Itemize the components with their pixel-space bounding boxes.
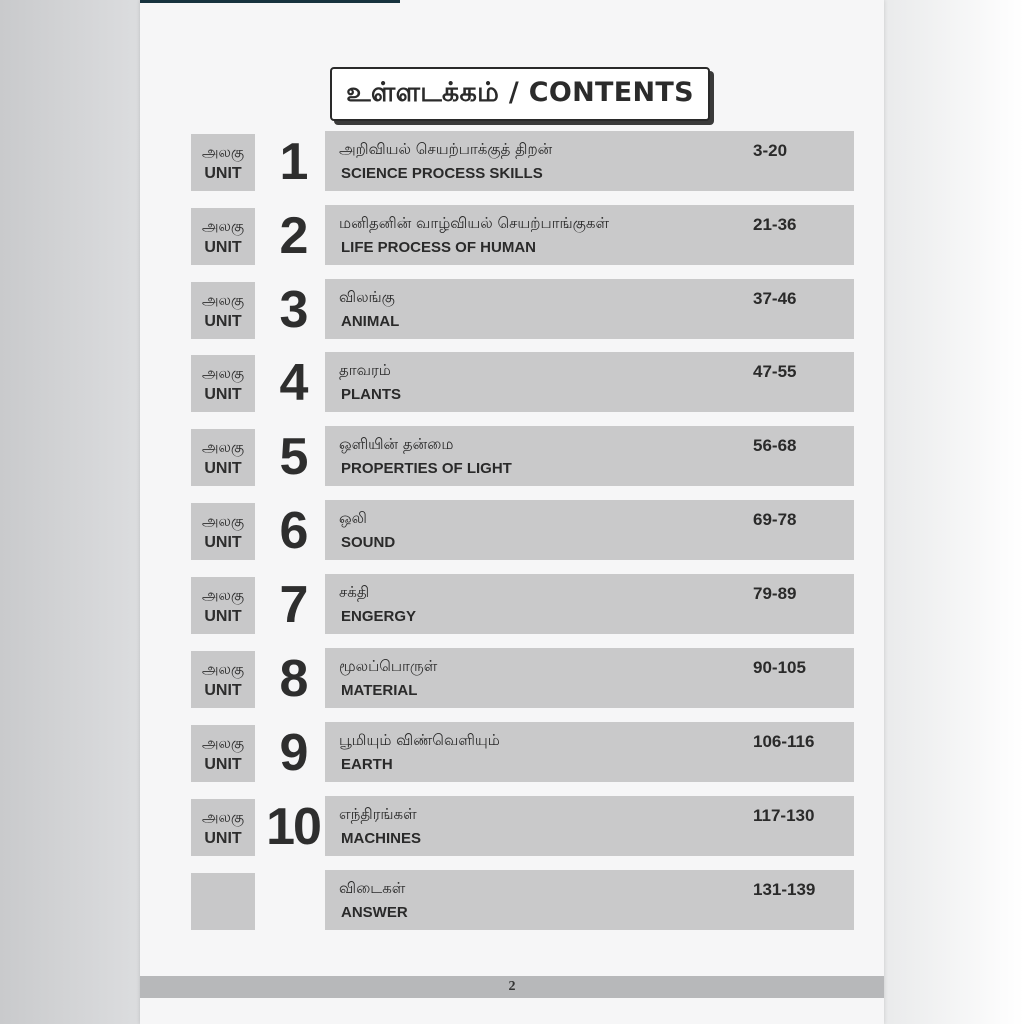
unit-number: 8 (279, 650, 307, 708)
unit-number: 6 (279, 502, 307, 560)
unit-number: 5 (279, 428, 307, 486)
contents-row-unit-3[interactable] (0, 279, 1024, 341)
contents-title-box (330, 67, 710, 121)
unit-tag-tamil: அலகு (201, 290, 245, 309)
unit-tag-english: UNIT (204, 385, 242, 403)
unit-tag-tamil: அலகு (201, 659, 245, 678)
unit-title-english: LIFE PROCESS OF HUMAN (341, 239, 537, 256)
unit-title-english: PROPERTIES OF LIGHT (341, 460, 512, 477)
unit-tag-tamil: அலகு (201, 216, 245, 235)
unit-page-range: 69-78 (753, 510, 797, 529)
unit-title-tamil: சக்தி (339, 583, 370, 601)
unit-tag (191, 282, 255, 339)
contents-row-unit-5[interactable] (0, 426, 1024, 488)
unit-title-bar (325, 796, 854, 856)
unit-number: 1 (279, 133, 307, 191)
unit-tag-tamil: அலகு (201, 585, 245, 604)
unit-page-range: 56-68 (753, 436, 797, 455)
contents-row-unit-4[interactable] (0, 352, 1024, 414)
unit-number: 10 (266, 798, 320, 856)
answer-page-range: 131-139 (753, 880, 816, 899)
unit-page-range: 79-89 (753, 584, 797, 603)
unit-tag-english: UNIT (204, 238, 242, 256)
contents-row-answer[interactable] (0, 870, 1024, 932)
top-accent-line (140, 0, 400, 3)
answer-title-tamil: விடைகள் (339, 879, 406, 897)
contents-row-unit-8[interactable] (0, 648, 1024, 710)
unit-page-range: 21-36 (753, 215, 797, 234)
contents-row-unit-1[interactable] (0, 131, 1024, 193)
unit-title-english: EARTH (341, 756, 393, 773)
contents-row-unit-10[interactable] (0, 796, 1024, 858)
page-title: உள்ளடக்கம் / CONTENTS (346, 76, 694, 108)
unit-title-tamil: தாவரம் (339, 361, 391, 379)
unit-title-bar (325, 648, 854, 708)
unit-title-bar (325, 131, 854, 191)
unit-tag (191, 134, 255, 191)
unit-title-tamil: எந்திரங்கள் (339, 805, 417, 823)
unit-title-bar (325, 574, 854, 634)
unit-tag (191, 429, 255, 486)
unit-title-tamil: ஒளியின் தன்மை (339, 435, 454, 453)
unit-title-english: SCIENCE PROCESS SKILLS (341, 165, 543, 182)
unit-title-english: ANIMAL (341, 313, 400, 330)
unit-page-range: 106-116 (753, 732, 815, 751)
unit-tag (191, 799, 255, 856)
unit-title-bar (325, 500, 854, 560)
contents-row-unit-9[interactable] (0, 722, 1024, 784)
unit-number: 9 (279, 724, 307, 782)
unit-page-range: 3-20 (753, 141, 788, 160)
unit-tag-tamil: அலகு (201, 142, 245, 161)
unit-title-bar (325, 205, 854, 265)
unit-title-bar (325, 279, 854, 339)
unit-tag (191, 208, 255, 265)
unit-title-english: ENGERGY (341, 608, 417, 625)
page-number: 2 (508, 979, 516, 994)
unit-page-range: 37-46 (753, 289, 797, 308)
unit-tag (191, 651, 255, 708)
footer-bar (140, 976, 884, 998)
unit-page-range: 90-105 (753, 658, 806, 677)
unit-title-tamil: அறிவியல் செயற்பாக்குத் திறன் (339, 140, 553, 158)
contents-row-unit-7[interactable] (0, 574, 1024, 636)
unit-title-tamil: ஒலி (339, 509, 367, 527)
unit-tag (191, 725, 255, 782)
unit-title-tamil: பூமியும் விண்வெளியும் (339, 731, 500, 749)
unit-tag-english: UNIT (204, 681, 242, 699)
unit-tag-tamil: அலகு (201, 437, 245, 456)
unit-tag-english: UNIT (204, 164, 242, 182)
unit-tag-english: UNIT (204, 533, 242, 551)
unit-title-english: MATERIAL (341, 682, 418, 699)
answer-title-bar (325, 870, 854, 930)
unit-title-english: MACHINES (341, 830, 422, 847)
unit-title-tamil: மூலப்பொருள் (339, 657, 438, 675)
unit-tag-tamil: அலகு (201, 807, 245, 826)
unit-tag (191, 577, 255, 634)
unit-tag-tamil: அலகு (201, 363, 245, 382)
unit-tag-english: UNIT (204, 755, 242, 773)
unit-title-english: PLANTS (341, 386, 401, 403)
unit-title-english: SOUND (341, 534, 396, 551)
answer-tag-blank (191, 873, 255, 930)
unit-tag (191, 503, 255, 560)
unit-page-range: 117-130 (753, 806, 815, 825)
unit-tag-tamil: அலகு (201, 733, 245, 752)
unit-tag-tamil: அலகு (201, 511, 245, 530)
unit-tag-english: UNIT (204, 312, 242, 330)
unit-title-bar (325, 426, 854, 486)
unit-page-range: 47-55 (753, 362, 797, 381)
unit-number: 3 (279, 281, 307, 339)
unit-number: 4 (279, 354, 307, 412)
unit-tag-english: UNIT (204, 607, 242, 625)
unit-title-tamil: மனிதனின் வாழ்வியல் செயற்பாங்குகள் (339, 214, 610, 232)
unit-tag-english: UNIT (204, 829, 242, 847)
contents-row-unit-2[interactable] (0, 205, 1024, 267)
unit-title-bar (325, 722, 854, 782)
contents-row-unit-6[interactable] (0, 500, 1024, 562)
unit-tag-english: UNIT (204, 459, 242, 477)
unit-title-bar (325, 352, 854, 412)
unit-number: 2 (279, 207, 307, 265)
unit-tag (191, 355, 255, 412)
unit-title-tamil: விலங்கு (339, 288, 395, 306)
answer-title-english: ANSWER (341, 904, 408, 921)
unit-number: 7 (279, 576, 307, 634)
